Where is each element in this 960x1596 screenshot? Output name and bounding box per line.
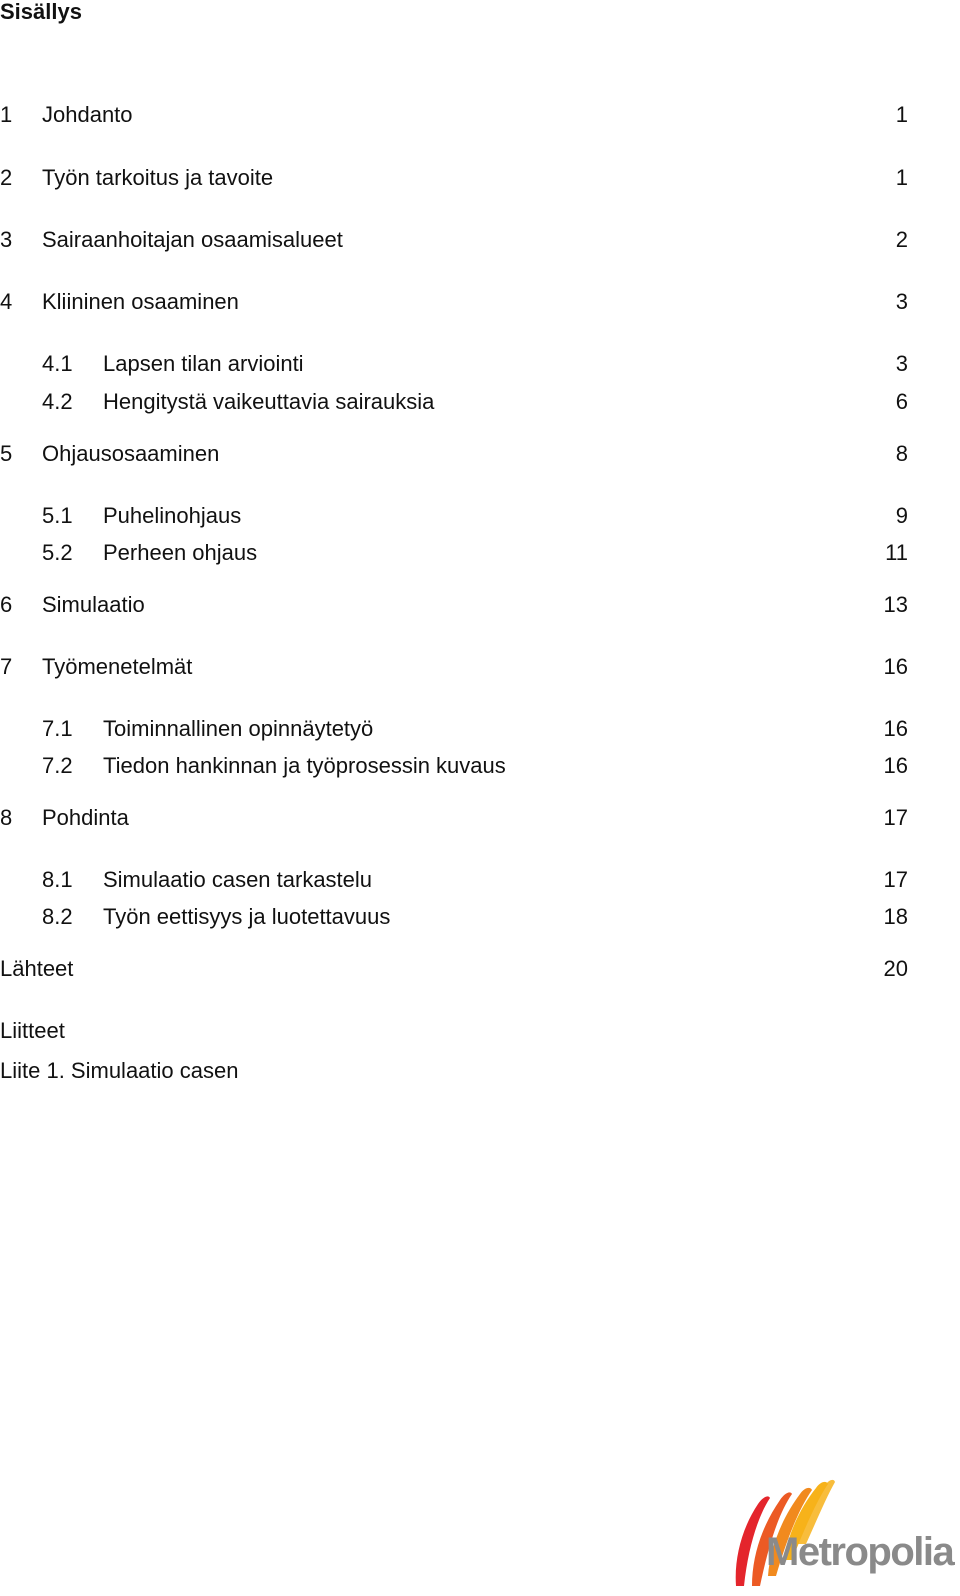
page-title: Sisällys	[0, 0, 82, 24]
toc-entry-6[interactable]	[0, 591, 908, 619]
toc-label: Puhelinohjaus	[103, 503, 242, 528]
toc-page: 9	[895, 503, 908, 528]
toc-entry-8[interactable]	[0, 804, 908, 832]
toc-number: 5.2	[42, 540, 73, 565]
toc-label: Pohdinta	[42, 805, 129, 830]
toc-page: 11	[885, 540, 908, 565]
toc-label: Työmenetelmät	[42, 654, 193, 679]
toc-entry-4-1[interactable]	[0, 350, 908, 378]
toc-page: 8	[895, 441, 908, 466]
toc-page: 13	[883, 592, 908, 617]
toc-label: Simulaatio	[42, 592, 145, 617]
toc-label: Toiminnallinen opinnäytetyö	[103, 716, 374, 741]
toc-page: 2	[895, 227, 908, 252]
toc-number: 7	[0, 654, 13, 679]
toc-page: 16	[883, 654, 908, 679]
toc-number: 2	[0, 165, 13, 190]
toc-number: 5	[0, 441, 13, 466]
toc-page: 3	[895, 351, 908, 376]
toc-entry-5-1[interactable]	[0, 502, 908, 530]
toc-label: Ohjausosaaminen	[42, 441, 220, 466]
toc-number: 4.2	[42, 389, 73, 414]
toc-label: Hengitystä vaikeuttavia sairauksia	[103, 389, 435, 414]
appendix-item[interactable]: Liite 1. Simulaatio casen	[0, 1058, 239, 1083]
toc-label: Sairaanhoitajan osaamisalueet	[42, 227, 343, 252]
toc-page: 20	[883, 956, 908, 981]
toc-entry-8-2[interactable]	[0, 903, 908, 931]
metropolia-logo-text: Metropolia	[766, 1530, 954, 1574]
toc-page: 17	[883, 867, 908, 892]
toc-number: 8.1	[42, 867, 73, 892]
toc-number: 8.2	[42, 904, 73, 929]
toc-number: 4	[0, 289, 13, 314]
toc-label: Tiedon hankinnan ja työprosessin kuvaus	[103, 753, 506, 778]
toc-label: Simulaatio casen tarkastelu	[103, 867, 373, 892]
toc-number: 8	[0, 805, 13, 830]
toc-entry-5-2[interactable]	[0, 539, 908, 567]
toc-page: 6	[895, 389, 908, 414]
toc-label: Perheen ohjaus	[103, 540, 258, 565]
toc-label: Lapsen tilan arviointi	[103, 351, 304, 376]
toc-number: 4.1	[42, 351, 73, 376]
toc-entry-4[interactable]	[0, 288, 908, 316]
toc-label: Johdanto	[42, 102, 133, 127]
toc-page: 1	[895, 102, 908, 127]
toc-entry-5[interactable]	[0, 440, 908, 468]
toc-label: Työn eettisyys ja luotettavuus	[103, 904, 391, 929]
toc-number: 7.1	[42, 716, 73, 741]
toc-number: 3	[0, 227, 13, 252]
toc-entry-4-2[interactable]	[0, 388, 908, 416]
toc-entry-2[interactable]	[0, 164, 908, 192]
toc-number: 5.1	[42, 503, 73, 528]
toc-number: 7.2	[42, 753, 73, 778]
toc-entry-references[interactable]	[0, 955, 908, 983]
toc-label: Työn tarkoitus ja tavoite	[42, 165, 274, 190]
toc-number: 6	[0, 592, 13, 617]
toc-page: 16	[883, 753, 908, 778]
toc-entry-3[interactable]	[0, 226, 908, 254]
toc-entry-8-1[interactable]	[0, 866, 908, 894]
toc-entry-7[interactable]	[0, 653, 908, 681]
toc-page: 17	[883, 805, 908, 830]
toc-page: 3	[895, 289, 908, 314]
toc-number: 1	[0, 102, 13, 127]
toc-label: Kliininen osaaminen	[42, 289, 239, 314]
appendices-heading: Liitteet	[0, 1018, 65, 1043]
toc-page: 1	[895, 165, 908, 190]
toc-page: 18	[883, 904, 908, 929]
toc-entry-1[interactable]	[0, 101, 908, 129]
metropolia-logo	[728, 1468, 960, 1596]
toc-entry-7-2[interactable]	[0, 752, 908, 780]
toc-page: 16	[883, 716, 908, 741]
toc-entry-7-1[interactable]	[0, 715, 908, 743]
toc-label: Lähteet	[0, 956, 74, 981]
